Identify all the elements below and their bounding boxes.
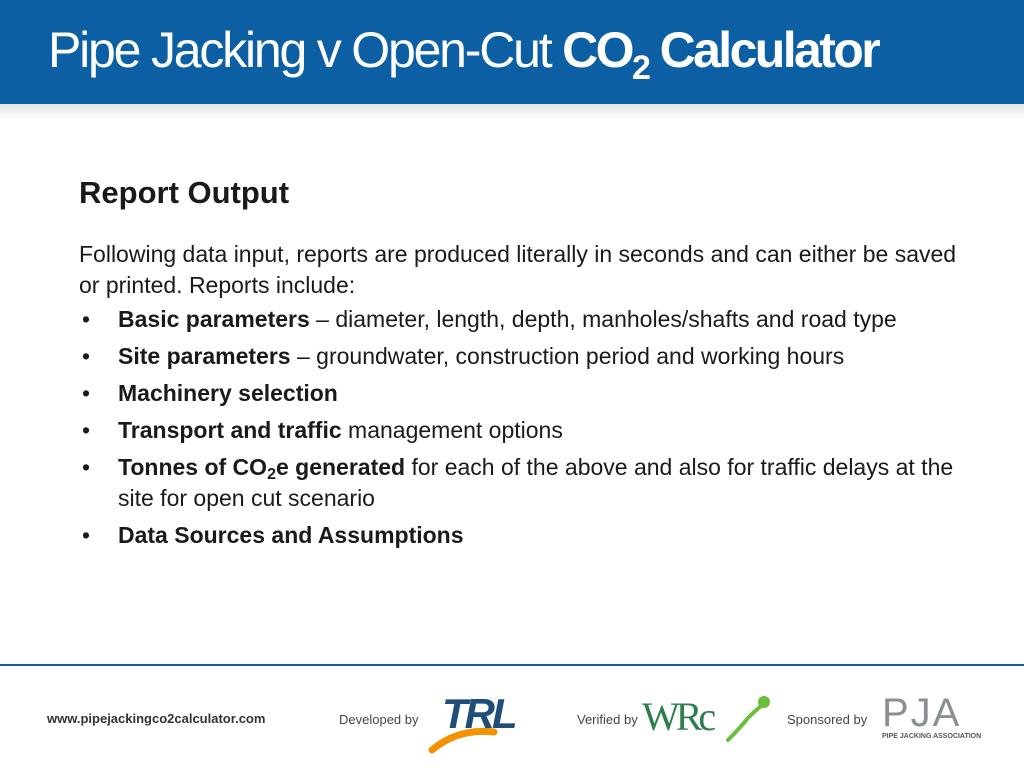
title-co2 xyxy=(562,22,879,87)
title-plain: Pipe Jacking v Open-Cut xyxy=(48,22,563,78)
trl-text: TRL xyxy=(442,690,515,737)
list-item xyxy=(79,452,979,514)
item-bold xyxy=(118,454,406,483)
list-item xyxy=(79,520,979,551)
verified-by-label: Verified by xyxy=(577,712,638,727)
frog-head xyxy=(758,696,770,708)
list-item xyxy=(79,415,979,446)
item-text: – diameter, length, depth, manholes/shafts and road type xyxy=(309,306,897,332)
pja-caption: PIPE JACKING ASSOCIATION xyxy=(882,733,982,740)
website-link[interactable]: www.pipejackingco2calculator.com xyxy=(47,711,266,726)
title-co: CO xyxy=(562,22,632,78)
section-heading: Report Output xyxy=(79,175,290,210)
bullet-dot: • xyxy=(82,343,91,369)
item-text: for each of the above and also for traffic delays at the site for open cut scenario xyxy=(118,454,954,511)
wrc-logo xyxy=(640,688,775,748)
item-bold: Transport and traffic xyxy=(118,417,342,443)
item-bold: Data Sources and Assumptions xyxy=(118,522,464,548)
bullet-dot: • xyxy=(82,522,91,548)
wrc-text: WRc xyxy=(642,694,713,739)
trl-logo xyxy=(428,688,548,754)
item-text: management options xyxy=(341,417,563,443)
title-calculator: Calculator xyxy=(648,22,879,78)
list-item xyxy=(79,378,979,409)
item-bold-sub: 2 xyxy=(267,466,276,483)
item-bold-pre: Tonnes of CO xyxy=(118,454,268,480)
list-item xyxy=(79,341,979,372)
slide-content xyxy=(79,172,979,557)
item-bold: Site parameters xyxy=(118,343,291,369)
item-text: – groundwater, construction period and working hours xyxy=(290,343,845,369)
list-item xyxy=(79,304,979,335)
bullet-dot: • xyxy=(82,306,91,332)
bullet-dot: • xyxy=(82,454,91,480)
header-shadow xyxy=(0,104,1024,120)
page-title xyxy=(48,18,879,87)
pja-logo xyxy=(880,690,990,742)
footer-divider xyxy=(0,664,1024,666)
intro-paragraph: Following data input, reports are produced literally in seconds and can either be saved or printed. Reports include: xyxy=(79,241,957,298)
item-bold: Machinery selection xyxy=(118,380,338,406)
header-banner xyxy=(0,0,1024,104)
title-sub: 2 xyxy=(631,49,649,87)
bullet-dot: • xyxy=(82,380,91,406)
developed-by-label: Developed by xyxy=(339,712,419,727)
pja-text: PJA xyxy=(882,691,962,735)
sponsored-by-label: Sponsored by xyxy=(787,712,868,727)
item-bold-post: e generated xyxy=(275,454,406,480)
frog-icon xyxy=(728,702,766,740)
bullet-dot: • xyxy=(82,417,91,443)
item-bold: Basic parameters xyxy=(118,306,310,332)
report-list xyxy=(79,304,979,551)
